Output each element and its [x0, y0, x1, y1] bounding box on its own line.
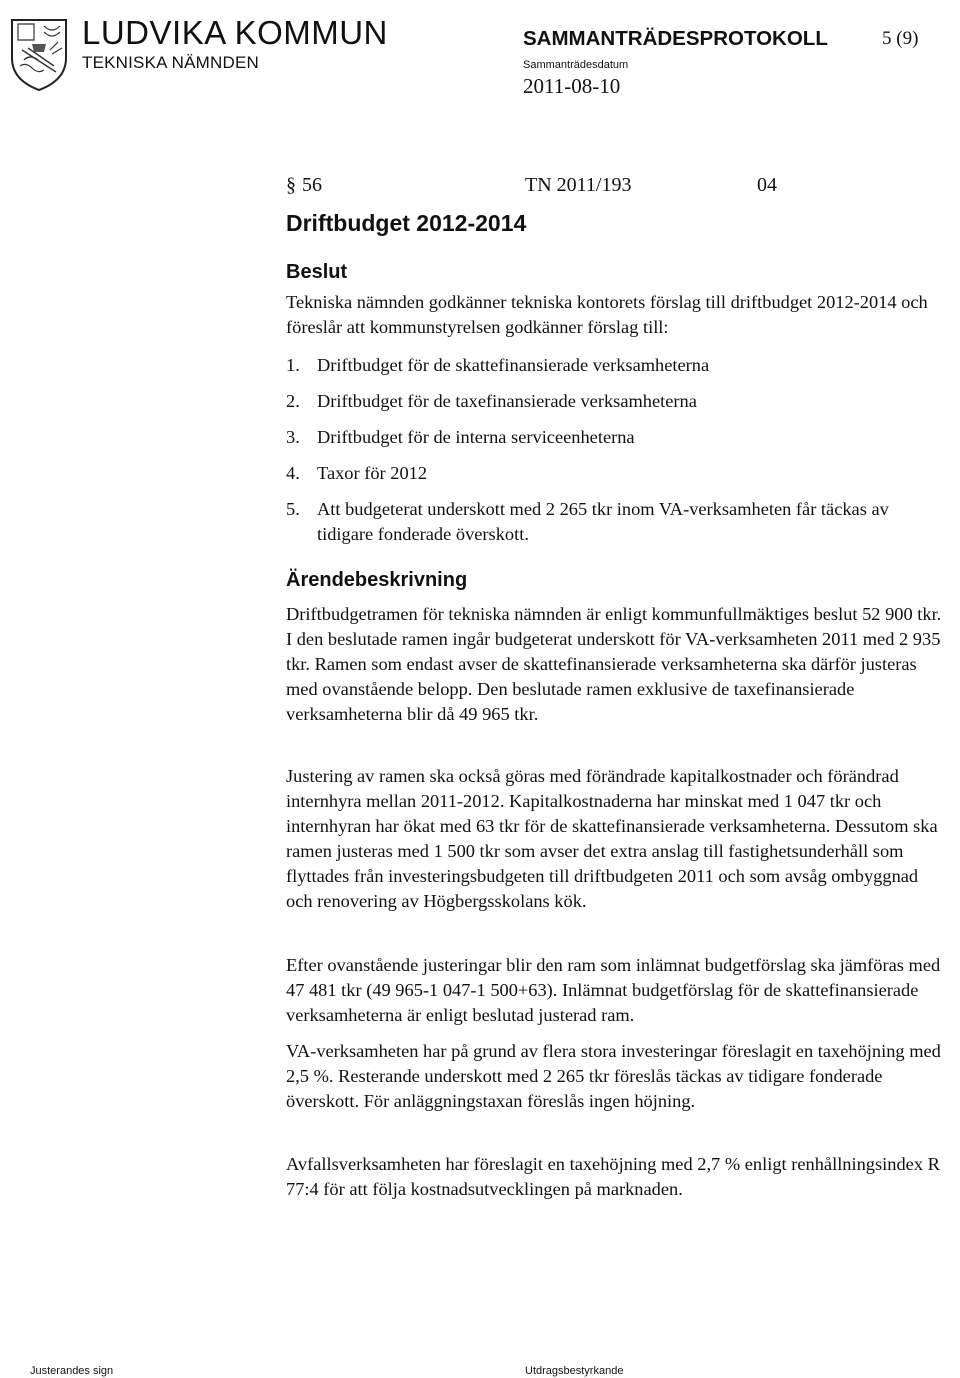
list-item-number: 5. — [286, 499, 300, 519]
page-number: 5 (9) — [882, 28, 919, 49]
list-item — [286, 461, 946, 486]
list-item-number: 2. — [286, 391, 300, 411]
list-item — [286, 425, 946, 450]
case-code: 04 — [757, 174, 777, 196]
case-reference: TN 2011/193 — [525, 174, 632, 196]
list-item-text: Driftbudget för de skattefinansierade verksamheterna — [317, 355, 710, 375]
document-title: SAMMANTRÄDESPROTOKOLL — [523, 27, 828, 50]
section-title: Driftbudget 2012-2014 — [286, 210, 527, 236]
description-paragraph: Driftbudgetramen för tekniska nämnden är enligt kommunfullmäktiges beslut 52 900 tkr. I den beslutade ramen ingår budgeterat underskott för VA-verksamheten 2011 med 2 935 tkr. Ramen som endast avser de skattefinansierade verksamheterna ska därför justeras med ovanstående belopp. Den beslutade ramen exklusive de taxefinansierade verksamheterna blir då 49 965 tkr. — [286, 604, 942, 724]
description-paragraph: Justering av ramen ska också göras med förändrade kapitalkostnader och förändrad internhyra mellan 2011-2012. Kapitalkostnaderna har minskat med 1 047 tkr och internhyran har ökat med 63 tkr för de skattefinansierade verksamheterna. Dessutom ska ramen justeras med 1 500 tkr som avser det extra anslag till fastighetsunderhåll som flyttades från investeringsbudgeten till driftbudgeten 2011 och som avsåg ombyggnad och renovering av Högbergsskolans kök. — [286, 766, 938, 911]
organization-name: LUDVIKA KOMMUN — [82, 14, 388, 51]
section-number: 56 — [302, 174, 322, 196]
list-item-text: Driftbudget för de taxefinansierade verksamheterna — [317, 391, 697, 411]
coat-of-arms-logo — [8, 14, 70, 94]
list-item — [286, 353, 946, 378]
list-item-text: Driftbudget för de interna serviceenheterna — [317, 427, 635, 447]
list-item — [286, 497, 946, 547]
list-item-number: 4. — [286, 463, 300, 483]
list-item-text: Att budgeterat underskott med 2 265 tkr inom VA-verksamheten får täckas av tidigare fonderade överskott. — [317, 499, 889, 544]
heading-arendebeskrivning: Ärendebeskrivning — [286, 569, 468, 591]
description-paragraph: Avfallsverksamheten har föreslagit en taxehöjning med 2,7 % enligt renhållningsindex R 77:4 för att följa kostnadsutvecklingen på marknaden. — [286, 1154, 940, 1199]
decision-list — [286, 353, 946, 558]
heading-beslut: Beslut — [286, 261, 348, 283]
description-paragraph: VA-verksamheten har på grund av flera stora investeringar föreslagit en taxehöjning med 2,5 %. Resterande underskott med 2 265 tkr föreslås täckas av tidigare fonderade överskott. För anläggningstaxan föreslås ingen höjning. — [286, 1041, 941, 1111]
description-paragraph: Efter ovanstående justeringar blir den ram som inlämnat budgetförslag ska jämföras med 47 481 tkr (49 965-1 047-1 500+63). Inlämnat budgetförslag för de skattefinansierade verksamheterna är enligt beslutad justerad ram. — [286, 955, 941, 1025]
list-item-number: 3. — [286, 427, 300, 447]
section-sign: § — [286, 174, 296, 196]
department-name: TEKNISKA NÄMNDEN — [82, 53, 260, 72]
list-item-number: 1. — [286, 355, 300, 375]
meeting-date: 2011-08-10 — [523, 74, 621, 98]
list-item-text: Taxor för 2012 — [317, 463, 428, 483]
list-item — [286, 389, 946, 414]
decision-intro: Tekniska nämnden godkänner tekniska kontorets förslag till driftbudget 2012-2014 och föreslår att kommunstyrelsen godkänner förslag till: — [286, 292, 928, 337]
footer-extract-label: Utdragsbestyrkande — [525, 1365, 624, 1377]
date-label: Sammanträdesdatum — [523, 59, 629, 71]
footer-sign-label: Justerandes sign — [30, 1365, 114, 1377]
